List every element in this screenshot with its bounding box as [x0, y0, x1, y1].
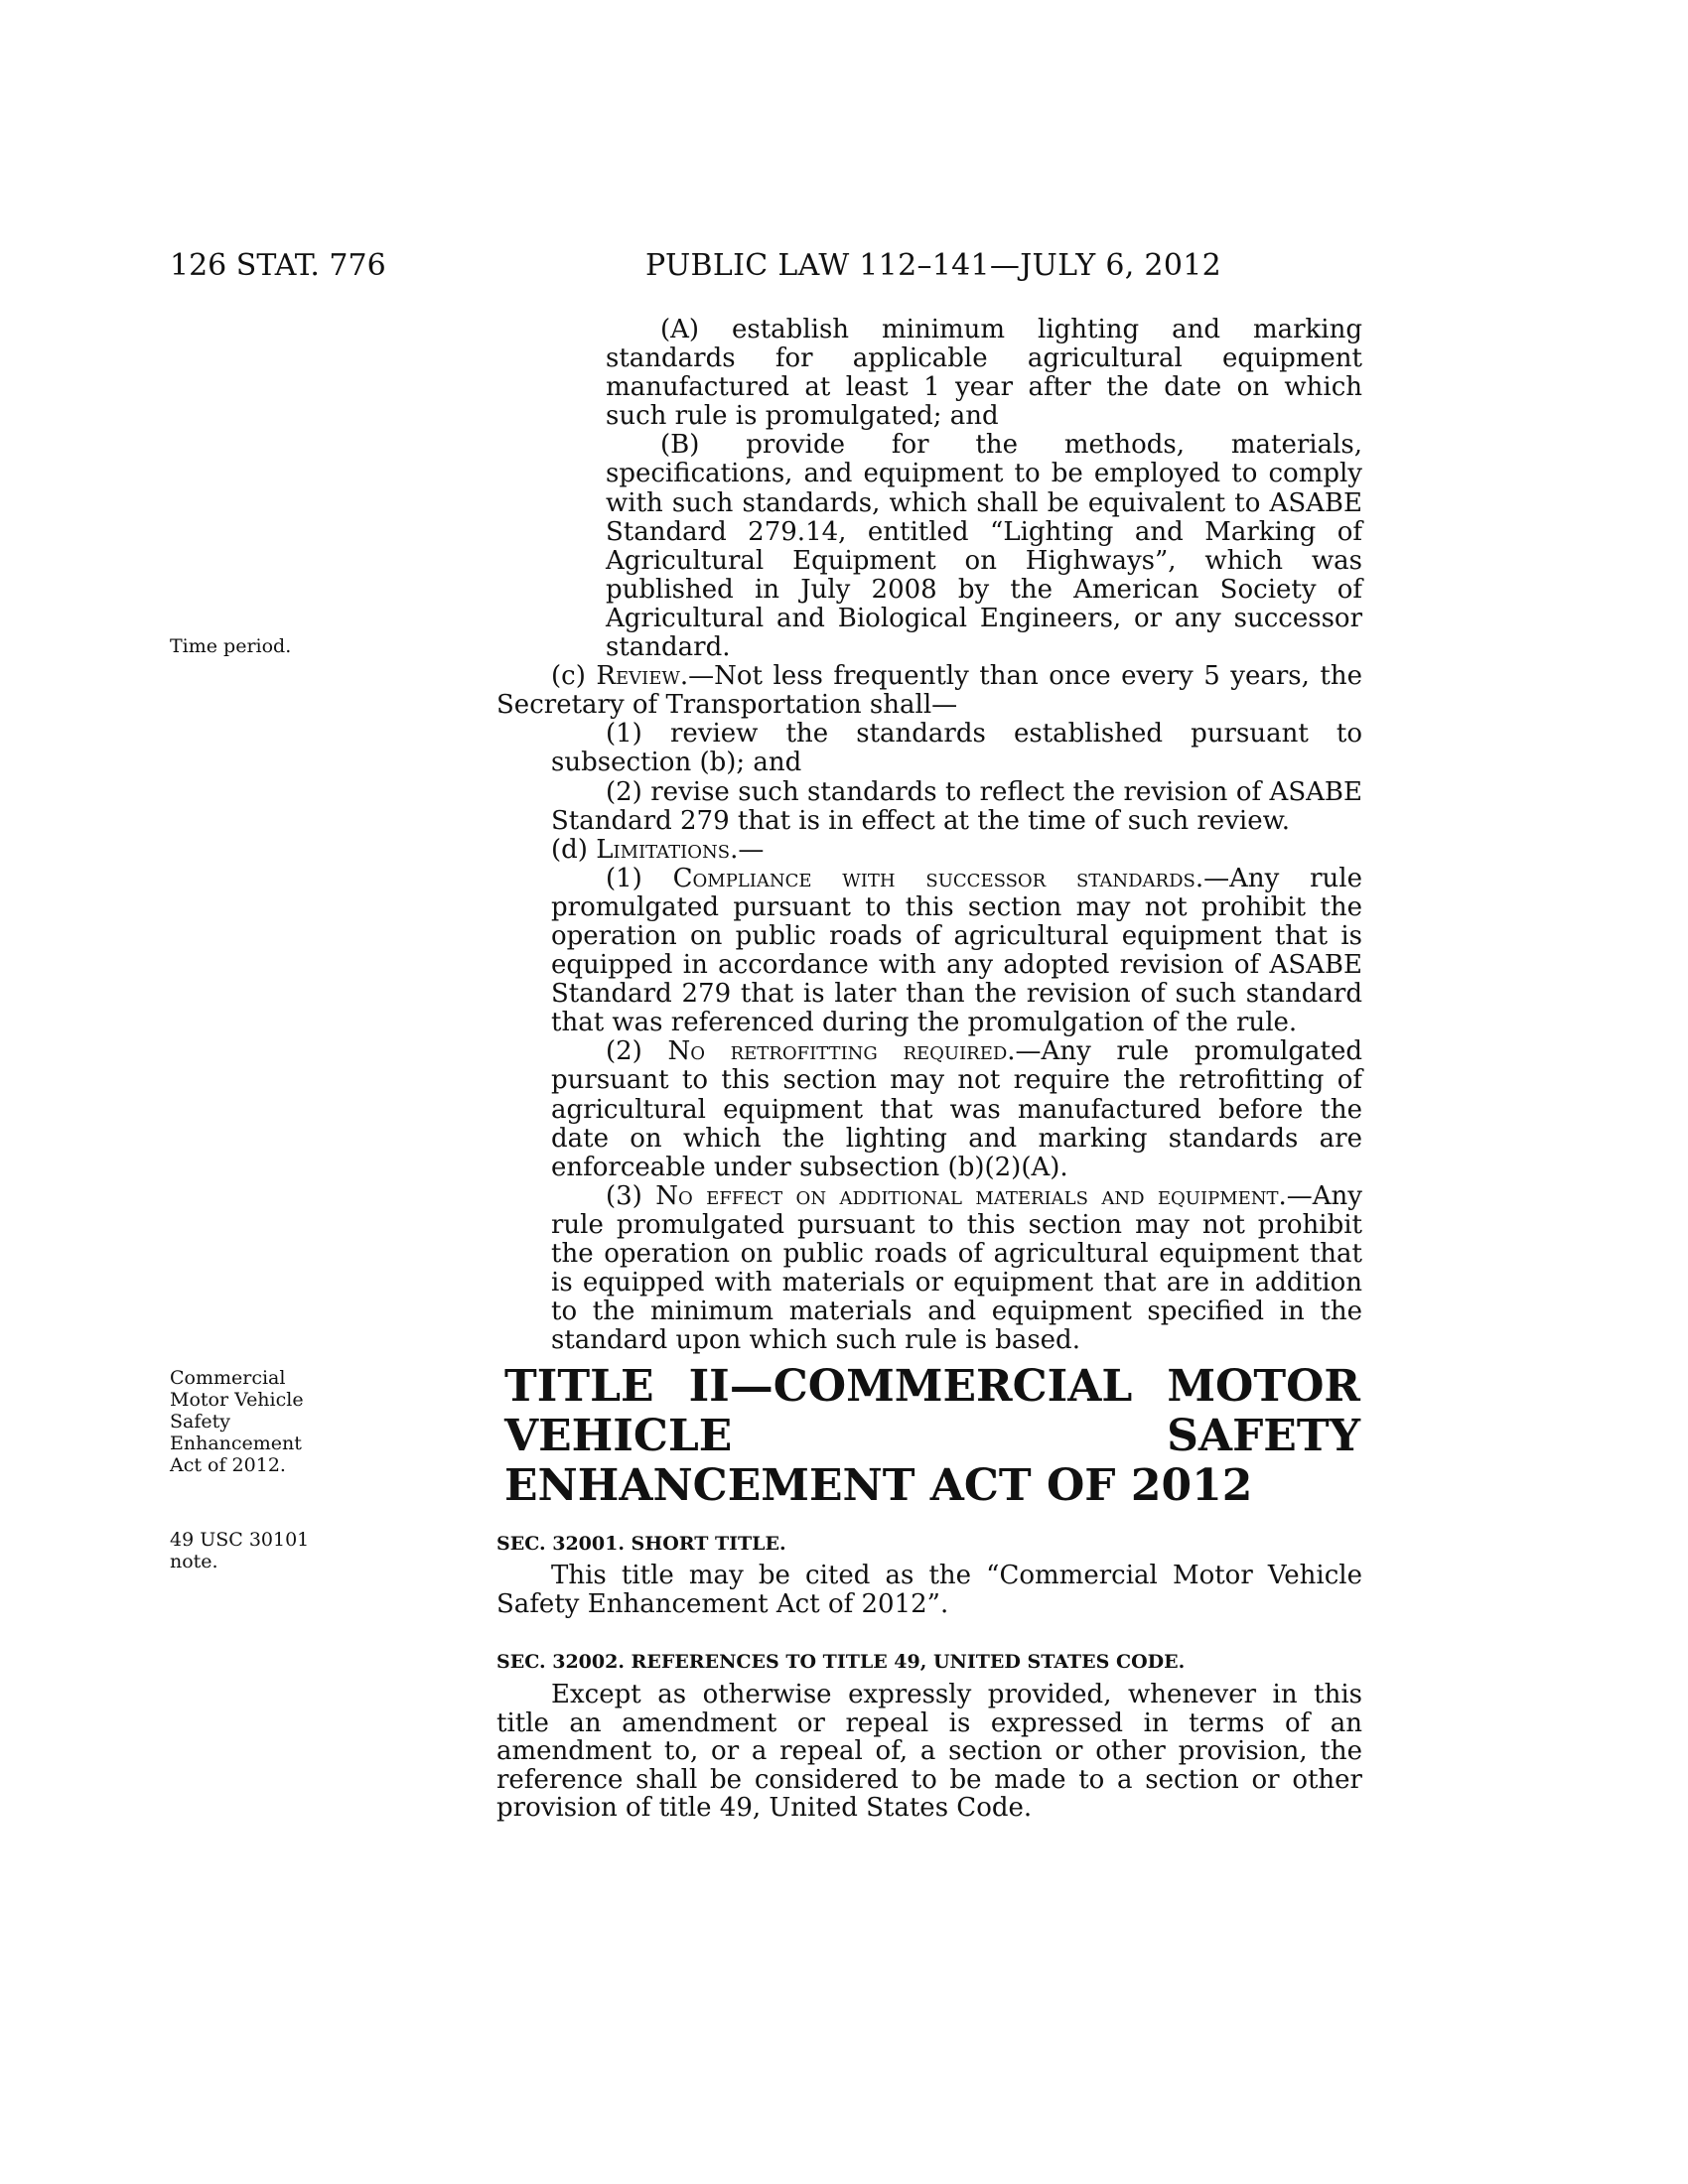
margin-note-act-name: Commercial Motor Vehicle Safety Enhancement Act of 2012. [170, 1367, 304, 1476]
paragraph-d1-heading: Compliance with successor standards [672, 863, 1196, 893]
paragraph-c1: (1) review the standards established pursuant to subsection (b); and [551, 719, 1362, 778]
section-32001-text: This title may be cited as the “Commercial Motor Vehicle Safety Enhancement Act of 2012”. [496, 1561, 1362, 1619]
subsection-d-heading: Limitations [596, 834, 731, 865]
upper-section [496, 316, 1362, 1355]
paragraph-a: (A) establish minimum lighting and marking standards for applicable agricultural equipment manufactured at least 1 year after the date on which such rule is promulgated; and [606, 315, 1362, 432]
paragraph-d1: (1) Compliance with successor standards.—Any rule promulgated pursuant to this section may not prohibit the operation on public roads of agricultural equipment that is equipped in accordance with any adopted revision of ASABE Standard 279 that is later than the revision of such standard that was referenced during the promulgation of the rule. [551, 863, 1363, 1038]
paragraph-d3-heading: No effect on additional materials and equipment [655, 1180, 1279, 1211]
paragraph-d2: (2) No retrofitting required.—Any rule promulgated pursuant to this section may not require the retrofitting of agricultural equipment that was manufactured before the date on which the lighting and marking standards are enforceable under subsection (b)(2)(A). [551, 1036, 1362, 1182]
paragraph-d3: (3) No effect on additional materials and equipment.—Any rule promulgated pursuant to this section may not prohibit the operation on public roads of agricultural equipment that is equipped with materials or equipment that are in addition to the minimum materials and equipment specified in the standard upon which such rule is based. [551, 1180, 1362, 1356]
paragraph-b: (B) provide for the methods, materials, specifications, and equipment to be employed to comply with such standards, which shall be equivalent to ASABE Standard 279.14, entitled “Lighting and Marking of Agricultural Equipment on Highways”, which was published in July 2008 by the American Society of Agricultural and Biological Engineers, or any successor standard. [606, 430, 1362, 663]
section-32002-heading: SEC. 32002. REFERENCES TO TITLE 49, UNITED STATES CODE. [496, 1651, 1186, 1673]
paragraph-d2-heading: No retrofitting required [667, 1036, 1008, 1067]
margin-note-usc: 49 USC 30101 note. [170, 1529, 310, 1572]
subsection-d: (d) Limitations.— [551, 834, 765, 865]
running-header: PUBLIC LAW 112–141—JULY 6, 2012 [645, 248, 1221, 283]
paragraph-c2: (2) revise such standards to reflect the revision of ASABE Standard 279 that is in effect at the time of such review. [551, 776, 1362, 836]
subsection-c: (c) Review.—Not less frequently than once every 5 years, the Secretary of Transportation shall— [496, 661, 1362, 721]
section-32002-text: Except as otherwise expressly provided, whenever in this title an amendment or repeal is expressed in terms of an amendment to, or a repeal of, a section or other provision, the reference shall be considered to be made to a section or other provision of title 49, United States Code. [496, 1680, 1362, 1824]
title-heading: TITLE II—COMMERCIAL MOTOR VEHICLE SAFETY ENHANCEMENT ACT OF 2012 [504, 1361, 1360, 1511]
section-32001-heading: SEC. 32001. SHORT TITLE. [496, 1533, 786, 1555]
margin-note-time-period: Time period. [170, 635, 292, 657]
subsection-c-heading: Review [596, 661, 680, 692]
statute-page-number: 126 STAT. 776 [170, 248, 386, 283]
